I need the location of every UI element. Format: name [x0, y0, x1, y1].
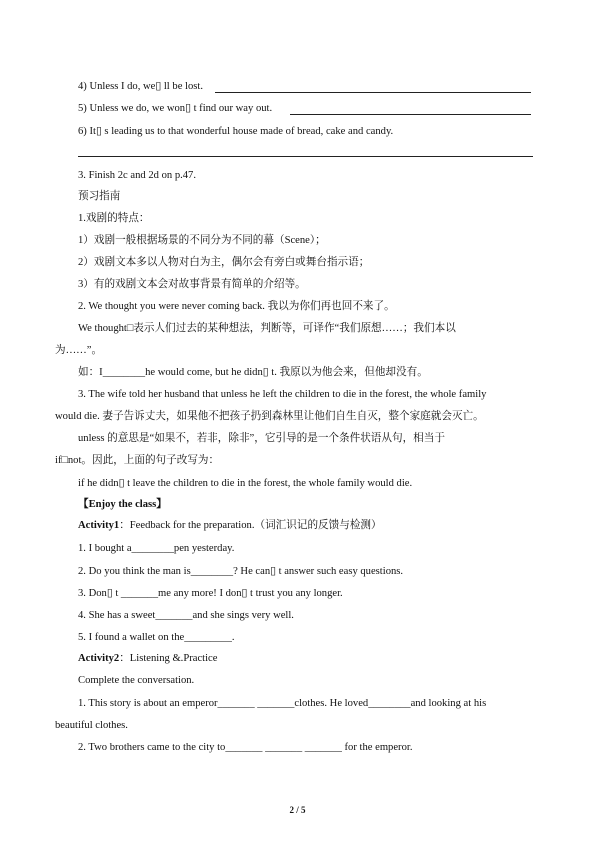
- activity-heading: [78, 519, 382, 533]
- text-line: if he didn▯ t leave the children to die in the forest, the whole family would die.: [78, 478, 413, 489]
- text-line: unless 的意思是“如果不，若非，除非”，它引导的是一个条件状语从句，相当于: [78, 433, 445, 444]
- text-line: We thought□表示人们过去的某种想法，判断等，可译作“我们原想……；我们本以: [78, 323, 456, 334]
- answer-blank: [290, 114, 531, 115]
- answer-blank: [215, 92, 531, 93]
- text-line: if□not。因此，上面的句子改写为：: [55, 455, 220, 466]
- text-line: 3. Finish 2c and 2d on p.47.: [78, 170, 197, 181]
- exercise-item: 2. Two brothers came to the city to_______ _______ _______ for the emperor.: [78, 742, 413, 753]
- activity-label: Activity2: [78, 653, 120, 664]
- text-line: Complete the conversation.: [78, 675, 195, 686]
- text-line: 3）有的戏剧文本会对故事背景有简单的介绍等。: [78, 279, 306, 290]
- text-line: 1）戏剧一般根据场景的不同分为不同的幕（Scene）；: [78, 235, 326, 246]
- activity-heading: [78, 652, 217, 666]
- exercise-item: 2. Do you think the man is________? He can▯ t answer such easy questions.: [78, 566, 404, 577]
- exercise-item: 4. She has a sweet_______and she sings very well.: [78, 610, 294, 621]
- text-line: 为……”。: [55, 345, 103, 356]
- text-line: 如：I________he would come, but he didn▯ t. 我原以为他会来，但他却没有。: [78, 367, 428, 378]
- answer-blank: [78, 156, 533, 157]
- exercise-item: 5. I found a wallet on the_________.: [78, 632, 235, 643]
- text-line: 2）戏剧文本多以人物对白为主，偶尔会有旁白或舞台指示语；: [78, 257, 370, 268]
- text-line: 6) It▯ s leading us to that wonderful house made of bread, cake and candy.: [78, 126, 394, 137]
- text-line: 3. The wife told her husband that unless he left the children to die in the forest, the whole family: [78, 389, 487, 400]
- text-line: 5) Unless we do, we won▯ t find our way out.: [78, 103, 273, 114]
- text-line: beautiful clothes.: [55, 720, 128, 731]
- text-line: 4) Unless I do, we▯ ll be lost.: [78, 81, 203, 92]
- activity-label: Activity1: [78, 520, 120, 531]
- text-line: 1.戏剧的特点：: [78, 213, 150, 224]
- activity-description: ：Listening &.Practice: [119, 653, 218, 664]
- exercise-item: 3. Don▯ t _______me any more! I don▯ t trust you any longer.: [78, 588, 343, 599]
- text-line: would die. 妻子告诉丈夫，如果他不把孩子扔到森林里让他们自生自灭，整个家庭就会灭亡。: [55, 411, 484, 422]
- section-heading: 【Enjoy the class】: [78, 499, 167, 510]
- activity-description: ：Feedback for the preparation.（词汇识记的反馈与检测）: [119, 520, 382, 531]
- text-line: 预习指南: [78, 191, 121, 202]
- page-number: 2 / 5: [289, 805, 306, 815]
- text-line: 2. We thought you were never coming back. 我以为你们再也回不来了。: [78, 301, 395, 312]
- exercise-item: 1. This story is about an emperor_______ _______clothes. He loved________and looking at his: [78, 698, 487, 709]
- exercise-item: 1. I bought a________pen yesterday.: [78, 543, 235, 554]
